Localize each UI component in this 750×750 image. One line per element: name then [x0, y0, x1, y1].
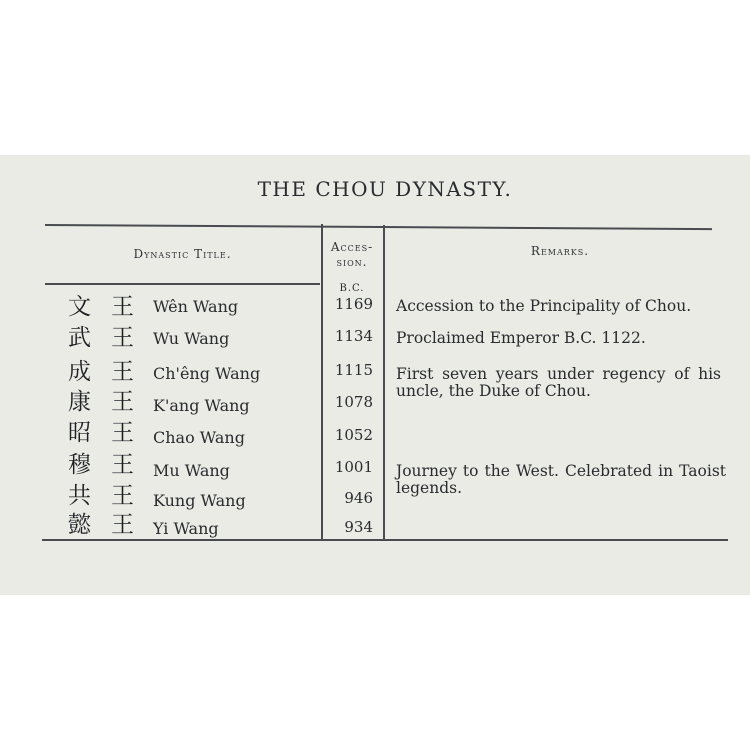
page-title: THE CHOU DYNASTY.: [257, 177, 513, 201]
ruler-name-6: Mu Wang: [153, 461, 230, 480]
header-dynastic-title: Dynastic Title.: [133, 247, 232, 261]
accession-year-4: 1078: [334, 393, 373, 411]
chinese-title-7: 共王: [68, 483, 154, 509]
chinese-title-5: 昭王: [68, 420, 154, 446]
accession-year-1: 1169: [334, 295, 373, 313]
ruler-name-1: Wên Wang: [153, 297, 239, 316]
table-top-rule: [45, 224, 712, 230]
ruler-name-4: K'ang Wang: [153, 396, 250, 415]
chinese-title-8: 懿王: [68, 512, 154, 538]
accession-year-2: 1134: [334, 327, 373, 345]
bc-unit-label: B.C.: [339, 283, 365, 294]
book-page: [0, 155, 750, 595]
header-accession-line1: Acces-: [330, 240, 374, 254]
ruler-name-5: Chao Wang: [153, 428, 245, 447]
chinese-title-2: 武王: [68, 325, 154, 351]
ruler-name-7: Kung Wang: [153, 491, 246, 510]
ruler-name-3: Ch'êng Wang: [153, 364, 261, 383]
header-accession-line2: sion.: [336, 255, 368, 269]
ruler-name-2: Wu Wang: [153, 329, 230, 348]
header-bottom-rule: [45, 283, 320, 285]
accession-year-5: 1052: [334, 426, 373, 444]
accession-year-7: 946: [344, 489, 373, 507]
table-bottom-rule: [42, 539, 728, 541]
chinese-title-4: 康王: [68, 389, 154, 415]
chinese-title-3: 成王: [68, 359, 154, 385]
chinese-title-1: 文王: [68, 294, 154, 320]
remark-6: Journey to the West. Celebrated in Taoist legends.: [396, 462, 726, 497]
ruler-name-8: Yi Wang: [153, 519, 219, 538]
remark-1: Accession to the Principality of Chou.: [396, 297, 692, 315]
remark-3: First seven years under regency of his uncle, the Duke of Chou.: [396, 365, 721, 400]
remark-2: Proclaimed Emperor B.C. 1122.: [396, 329, 646, 347]
chinese-title-6: 穆王: [68, 452, 154, 478]
accession-year-8: 934: [344, 518, 373, 536]
accession-year-6: 1001: [334, 458, 373, 476]
accession-year-3: 1115: [334, 361, 373, 379]
column-divider-2: [383, 225, 385, 539]
header-remarks: Remarks.: [530, 244, 590, 258]
